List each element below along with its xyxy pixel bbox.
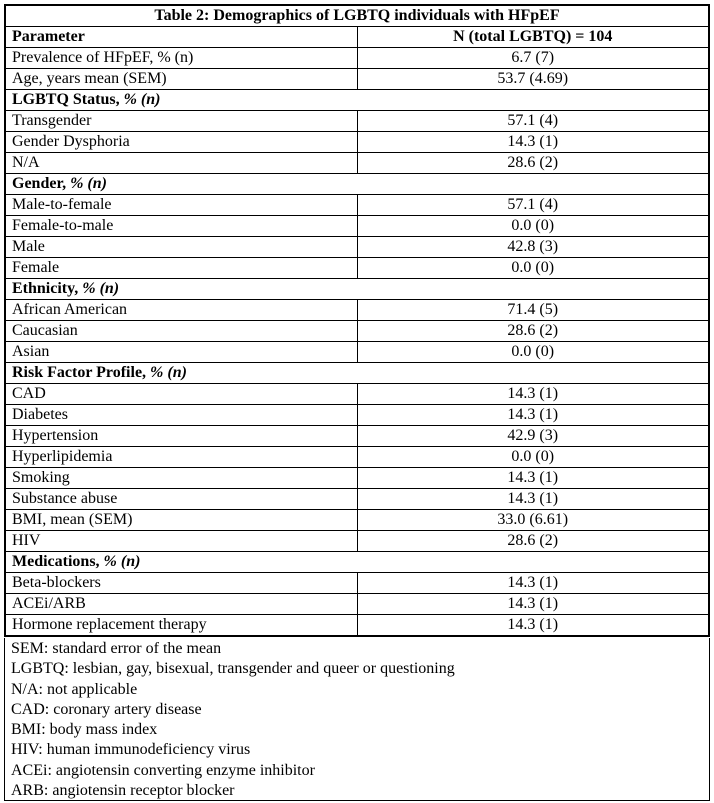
row-value: 28.6 (2) (357, 153, 708, 174)
section-unit: % (n) (123, 91, 161, 108)
row-value: 14.3 (1) (357, 384, 708, 405)
section-header-row (6, 363, 708, 384)
table-row (6, 321, 708, 342)
table-row (6, 216, 708, 237)
section-title: Gender, (12, 175, 67, 192)
section-header (6, 552, 708, 573)
row-value: 71.4 (5) (357, 300, 708, 321)
section-unit: % (n) (70, 175, 107, 192)
row-value: 6.7 (7) (357, 48, 708, 69)
row-label: HIV (6, 531, 357, 552)
table-footnotes (4, 638, 710, 801)
row-label: Asian (6, 342, 357, 363)
section-header (6, 174, 708, 195)
table-header-row (6, 27, 708, 48)
footnote-item: BMI: body mass index (11, 721, 158, 739)
row-label: Hyperlipidemia (6, 447, 357, 468)
demographics-table (6, 6, 708, 635)
table-row (6, 237, 708, 258)
section-title: Ethnicity, (12, 280, 79, 297)
section-header (6, 90, 708, 111)
column-header-parameter: Parameter (6, 27, 357, 48)
section-unit: % (n) (150, 364, 187, 381)
row-value: 33.0 (6.61) (357, 510, 708, 531)
table-row (6, 405, 708, 426)
row-value: 14.3 (1) (357, 615, 708, 636)
section-header-row (6, 552, 708, 573)
table-row (6, 510, 708, 531)
footnote-item: HIV: human immunodeficiency virus (11, 741, 251, 759)
footnote-item: N/A: not applicable (11, 680, 138, 698)
table-row (6, 195, 708, 216)
row-label: African American (6, 300, 357, 321)
table-row (6, 342, 708, 363)
row-value: 57.1 (4) (357, 195, 708, 216)
row-value: 57.1 (4) (357, 111, 708, 132)
footnote-item: LGBTQ: lesbian, gay, bisexual, transgender and queer or questioning (11, 660, 455, 678)
table-row (6, 594, 708, 615)
row-label: Substance abuse (6, 489, 357, 510)
row-label: Hypertension (6, 426, 357, 447)
row-label: Diabetes (6, 405, 357, 426)
footnote-item: SEM: standard error of the mean (11, 640, 222, 657)
row-label: BMI, mean (SEM) (6, 510, 357, 531)
table-row (6, 468, 708, 489)
footnote-item: CAD: coronary artery disease (11, 700, 202, 718)
row-label: Female (6, 258, 357, 279)
row-value: 14.3 (1) (357, 405, 708, 426)
table-row (6, 447, 708, 468)
row-label: Age, years mean (SEM) (6, 69, 357, 90)
row-label: Beta-blockers (6, 573, 357, 594)
section-header-row (6, 90, 708, 111)
row-label: Gender Dysphoria (6, 132, 357, 153)
row-value: 0.0 (0) (357, 447, 708, 468)
table-row (6, 426, 708, 447)
row-label: Caucasian (6, 321, 357, 342)
row-label: Smoking (6, 468, 357, 489)
table-row (6, 384, 708, 405)
footnote-item: ARB: angiotensin receptor blocker (11, 782, 235, 800)
table-row (6, 531, 708, 552)
row-value: 53.7 (4.69) (357, 69, 708, 90)
row-value: 42.9 (3) (357, 426, 708, 447)
row-value: 0.0 (0) (357, 342, 708, 363)
column-header-value: N (total LGBTQ) = 104 (357, 27, 708, 48)
row-label: Prevalence of HFpEF, % (n) (6, 48, 357, 69)
table-row (6, 300, 708, 321)
row-label: ACEi/ARB (6, 594, 357, 615)
row-value: 0.0 (0) (357, 216, 708, 237)
row-label: Hormone replacement therapy (6, 615, 357, 636)
row-value: 28.6 (2) (357, 321, 708, 342)
section-header (6, 363, 708, 384)
row-value: 42.8 (3) (357, 237, 708, 258)
row-label: Transgender (6, 111, 357, 132)
section-title: LGBTQ Status, (12, 91, 120, 108)
table-row (6, 132, 708, 153)
section-title: Medications, (12, 553, 100, 570)
row-label: CAD (6, 384, 357, 405)
table-title-row (6, 6, 708, 27)
table-row (6, 489, 708, 510)
row-value: 14.3 (1) (357, 468, 708, 489)
table-row (6, 153, 708, 174)
table-row (6, 258, 708, 279)
section-header (6, 279, 708, 300)
section-header-row (6, 174, 708, 195)
section-unit: % (n) (103, 553, 141, 570)
row-value: 14.3 (1) (357, 594, 708, 615)
table-row (6, 573, 708, 594)
demographics-table-container (4, 4, 710, 637)
row-value: 14.3 (1) (357, 489, 708, 510)
row-value: 28.6 (2) (357, 531, 708, 552)
row-label: Female-to-male (6, 216, 357, 237)
table-title: Table 2: Demographics of LGBTQ individuals with HFpEF (6, 6, 708, 27)
table-row (6, 48, 708, 69)
table-row (6, 615, 708, 636)
row-value: 14.3 (1) (357, 573, 708, 594)
footnote-item: ACEi: angiotensin converting enzyme inhibitor (11, 761, 315, 779)
section-header-row (6, 279, 708, 300)
table-row (6, 111, 708, 132)
row-label: Male-to-female (6, 195, 357, 216)
row-label: Male (6, 237, 357, 258)
section-title: Risk Factor Profile, (12, 364, 147, 381)
row-label: N/A (6, 153, 357, 174)
section-unit: % (n) (82, 280, 120, 297)
row-value: 14.3 (1) (357, 132, 708, 153)
row-value: 0.0 (0) (357, 258, 708, 279)
table-row (6, 69, 708, 90)
